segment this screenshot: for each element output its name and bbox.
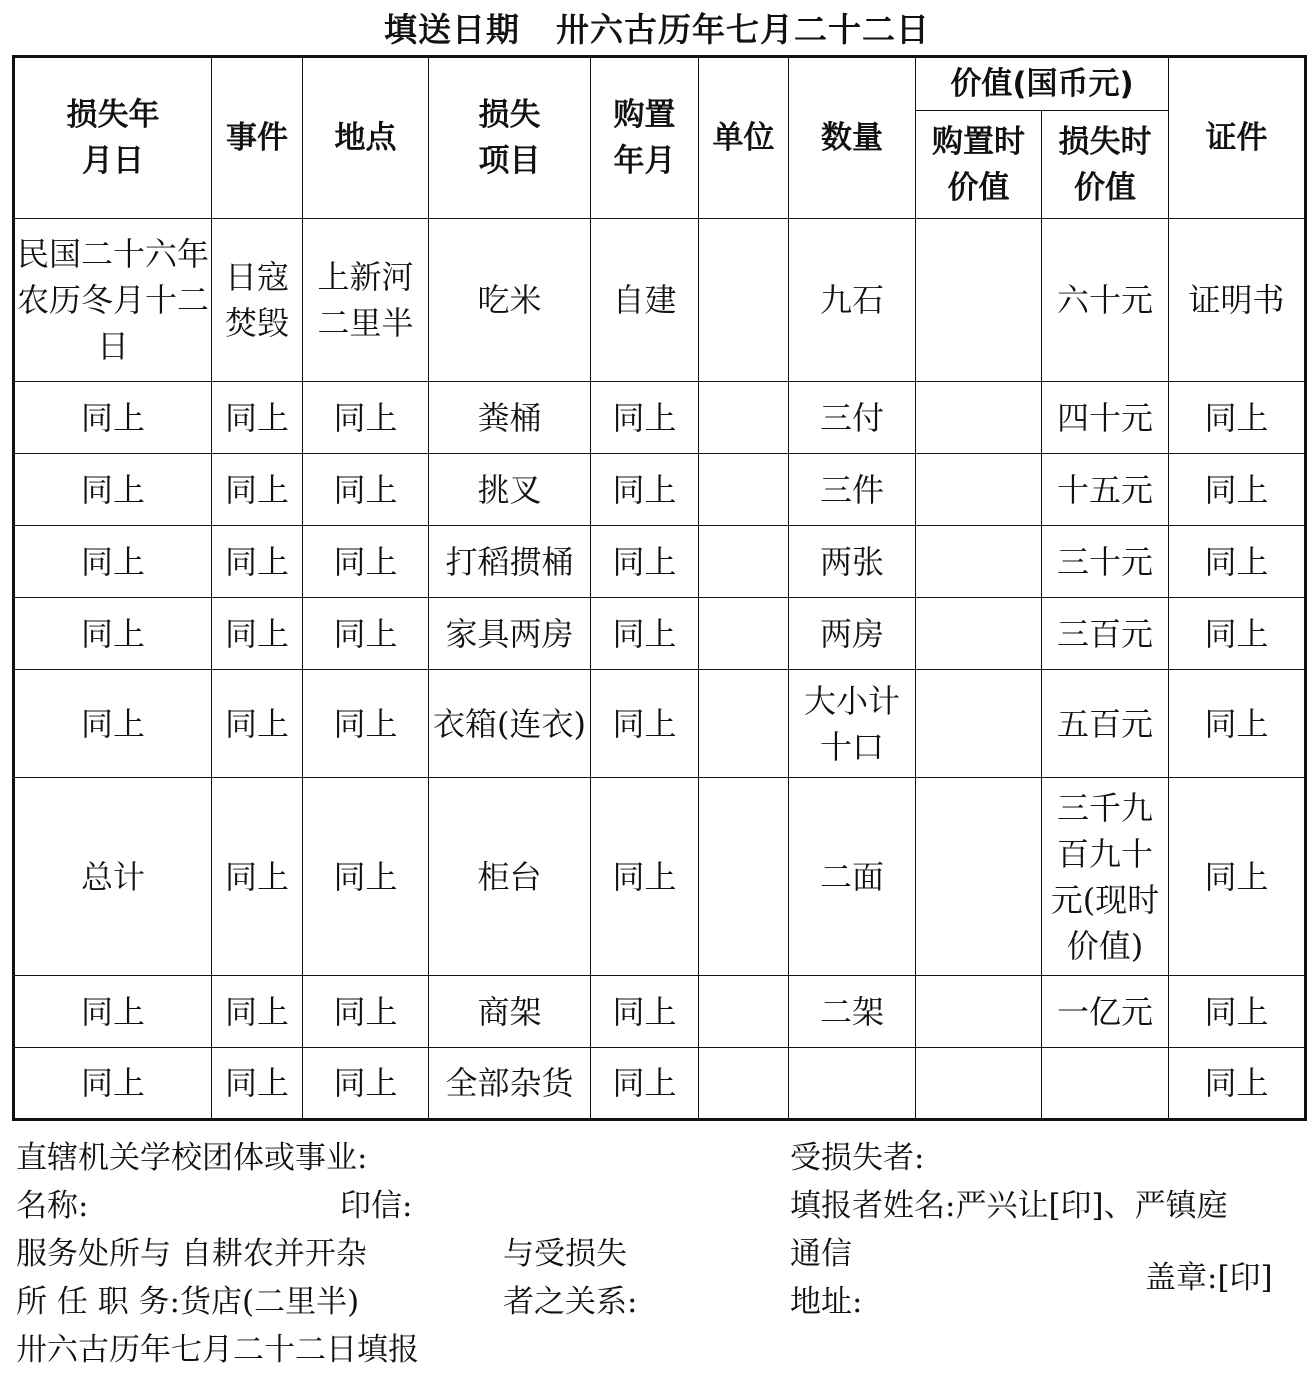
cell-date: 同上: [14, 670, 212, 778]
position-value: 货店(二里半): [180, 1284, 360, 1320]
cell-evidence: 同上: [1169, 454, 1306, 526]
cell-item: 衣箱(连衣): [429, 670, 591, 778]
cell-purchase: 同上: [591, 454, 699, 526]
cell-date: 总计: [14, 778, 212, 976]
table-row: [14, 670, 1306, 778]
table-row: [14, 1048, 1306, 1120]
cell-item: 粪桶: [429, 382, 591, 454]
cell-unit: [699, 778, 789, 976]
service-label: 服务处所与 自耕农并开杂: [16, 1236, 367, 1272]
cell-value-purchase: [916, 526, 1042, 598]
cell-evidence: 同上: [1169, 382, 1306, 454]
org-label: 直辖机关学校团体或事业:: [16, 1140, 368, 1176]
cell-unit: [699, 454, 789, 526]
table-body: [14, 219, 1306, 1120]
table-row: [14, 382, 1306, 454]
cell-purchase: 同上: [591, 976, 699, 1048]
header-evidence: 证件: [1169, 57, 1306, 219]
cell-event: 同上: [212, 1048, 303, 1120]
position-label: 所 任 职 务:货店(二里半): [16, 1284, 360, 1320]
cell-place: 同上: [303, 778, 429, 976]
reporter-value: 严兴让[印]、严镇庭: [955, 1188, 1228, 1224]
header-quantity: 数量: [789, 57, 916, 219]
cell-place: 同上: [303, 1048, 429, 1120]
cell-value-purchase: [916, 219, 1042, 382]
table-row: [14, 219, 1306, 382]
cell-evidence: 同上: [1169, 778, 1306, 976]
cell-quantity: 大小计十口: [789, 670, 916, 778]
cell-event: 日寇焚毁: [212, 219, 303, 382]
cell-quantity: 两房: [789, 598, 916, 670]
cell-item: 全部杂货: [429, 1048, 591, 1120]
header-purchase-date: 购置 年月: [591, 57, 699, 219]
cell-value-loss: 五百元: [1042, 670, 1169, 778]
table-row: [14, 454, 1306, 526]
cell-event: 同上: [212, 454, 303, 526]
header-loss-date: 损失年 月日: [14, 57, 212, 219]
cell-evidence: 证明书: [1169, 219, 1306, 382]
cell-value-loss: 一亿元: [1042, 976, 1169, 1048]
cell-item: 打稻掼桶: [429, 526, 591, 598]
cell-event: 同上: [212, 526, 303, 598]
header-value-loss: 损失时 价值: [1042, 111, 1169, 219]
cell-unit: [699, 526, 789, 598]
cell-value-loss: 三十元: [1042, 526, 1169, 598]
cell-unit: [699, 219, 789, 382]
cell-unit: [699, 976, 789, 1048]
cell-evidence: 同上: [1169, 670, 1306, 778]
cell-item: 家具两房: [429, 598, 591, 670]
cell-evidence: 同上: [1169, 598, 1306, 670]
header-value-purchase: 购置时 价值: [916, 111, 1042, 219]
cell-quantity: 三件: [789, 454, 916, 526]
cell-date: 同上: [14, 1048, 212, 1120]
cell-value-purchase: [916, 454, 1042, 526]
table-row: [14, 526, 1306, 598]
cell-place: 同上: [303, 670, 429, 778]
cell-value-purchase: [916, 778, 1042, 976]
cell-place: 同上: [303, 976, 429, 1048]
relation-label-1: 与受损失: [503, 1236, 627, 1272]
cell-event: 同上: [212, 778, 303, 976]
cell-evidence: 同上: [1169, 526, 1306, 598]
cell-purchase: 同上: [591, 778, 699, 976]
cell-purchase: 同上: [591, 1048, 699, 1120]
cell-event: 同上: [212, 598, 303, 670]
fill-date-label: 填送日期: [384, 10, 520, 49]
cell-place: 同上: [303, 526, 429, 598]
cell-value-loss: [1042, 1048, 1169, 1120]
cell-item: 挑叉: [429, 454, 591, 526]
cell-value-purchase: [916, 670, 1042, 778]
cell-evidence: 同上: [1169, 1048, 1306, 1120]
cell-value-loss: 四十元: [1042, 382, 1169, 454]
cell-quantity: 九石: [789, 219, 916, 382]
cell-quantity: [789, 1048, 916, 1120]
cell-event: 同上: [212, 670, 303, 778]
cell-value-loss: 六十元: [1042, 219, 1169, 382]
seal-label: 印信:: [340, 1188, 413, 1224]
cell-place: 同上: [303, 598, 429, 670]
stamp-label: 盖章:[印]: [1145, 1260, 1273, 1296]
header-loss-item: 损失 项目: [429, 57, 591, 219]
cell-purchase: 自建: [591, 219, 699, 382]
cell-unit: [699, 598, 789, 670]
cell-value-purchase: [916, 1048, 1042, 1120]
cell-item: 吃米: [429, 219, 591, 382]
cell-value-purchase: [916, 976, 1042, 1048]
cell-quantity: 两张: [789, 526, 916, 598]
cell-date: 同上: [14, 598, 212, 670]
cell-event: 同上: [212, 382, 303, 454]
cell-unit: [699, 1048, 789, 1120]
header-unit: 单位: [699, 57, 789, 219]
cell-purchase: 同上: [591, 670, 699, 778]
name-label: 名称:: [16, 1188, 89, 1224]
cell-value-purchase: [916, 382, 1042, 454]
cell-item: 商架: [429, 976, 591, 1048]
cell-unit: [699, 670, 789, 778]
fill-date-footer: 卅六古历年七月二十二日填报: [16, 1332, 419, 1368]
cell-event: 同上: [212, 976, 303, 1048]
cell-value-loss: 十五元: [1042, 454, 1169, 526]
cell-quantity: 二面: [789, 778, 916, 976]
fill-date-value: 卅六古历年七月二十二日: [556, 10, 930, 49]
service-value: 自耕农并开杂: [180, 1236, 367, 1272]
address-label: 地址:: [790, 1284, 863, 1320]
cell-item: 柜台: [429, 778, 591, 976]
cell-purchase: 同上: [591, 382, 699, 454]
document-title: [0, 4, 1314, 48]
loss-table: [12, 55, 1307, 1121]
header-row: [14, 57, 1306, 111]
cell-quantity: 三付: [789, 382, 916, 454]
relation-label-2: 者之关系:: [503, 1284, 638, 1320]
comm-label: 通信: [790, 1236, 852, 1272]
header-event: 事件: [212, 57, 303, 219]
cell-place: 同上: [303, 382, 429, 454]
cell-evidence: 同上: [1169, 976, 1306, 1048]
cell-quantity: 二架: [789, 976, 916, 1048]
table-row: [14, 976, 1306, 1048]
cell-date: 同上: [14, 382, 212, 454]
cell-date: 民国二十六年农历冬月十二日: [14, 219, 212, 382]
cell-place: 上新河二里半: [303, 219, 429, 382]
cell-date: 同上: [14, 454, 212, 526]
cell-value-loss: 三百元: [1042, 598, 1169, 670]
table-row: [14, 598, 1306, 670]
cell-purchase: 同上: [591, 526, 699, 598]
reporter-label: 填报者姓名:严兴让[印]、严镇庭: [790, 1188, 1228, 1224]
cell-value-purchase: [916, 598, 1042, 670]
cell-purchase: 同上: [591, 598, 699, 670]
cell-date: 同上: [14, 976, 212, 1048]
header-place: 地点: [303, 57, 429, 219]
cell-place: 同上: [303, 454, 429, 526]
cell-value-loss: 三千九百九十元(现时价值): [1042, 778, 1169, 976]
table-row: [14, 778, 1306, 976]
cell-unit: [699, 382, 789, 454]
header-value-group: 价值(国币元): [916, 57, 1169, 111]
victim-label: 受损失者:: [790, 1140, 925, 1176]
cell-date: 同上: [14, 526, 212, 598]
